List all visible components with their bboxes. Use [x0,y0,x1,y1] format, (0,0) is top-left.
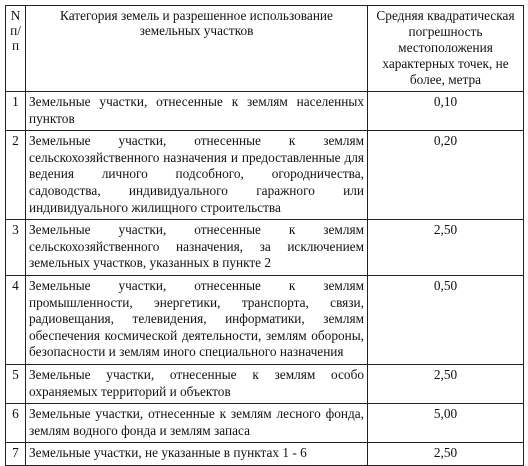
row-category: Земельные участки, отнесенные к землям населенных пунктов [26,92,368,131]
row-category: Земельные участки, отнесенные к землям особо охраняемых территорий и объектов [26,364,368,403]
row-category: Земельные участки, отнесенные к землям сельскохозяйственного назначения, за исключением земельных участков, указанных в пункте 2 [26,220,368,276]
header-number: N п/п [6,6,26,92]
row-category: Земельные участки, отнесенные к землям сельскохозяйственного назначения и предоставленные для ведения личного подсобного, огородничества, садоводства, индивидуального гаражного или индивидуального жилищного строительства [26,131,368,220]
row-number: 5 [6,364,26,403]
row-number: 2 [6,131,26,220]
row-accuracy-value: 2,50 [368,220,524,276]
header-accuracy: Средняя квадратическая погрешность местоположения характерных точек, не более, метра [368,6,524,92]
row-accuracy-value: 5,00 [368,404,524,443]
row-category: Земельные участки, отнесенные к землям лесного фонда, землям водного фонда и землям запаса [26,404,368,443]
row-category: Земельные участки, не указанные в пунктах 1 - 6 [26,443,368,466]
land-accuracy-table [5,5,524,466]
table-row [6,92,524,131]
header-category: Категория земель и разрешенное использование земельных участков [26,6,368,92]
table-header-row [6,6,524,92]
table-row [6,404,524,443]
row-accuracy-value: 2,50 [368,443,524,466]
row-category: Земельные участки, отнесенные к землям промышленности, энергетики, транспорта, связи, радиовещания, телевидения, информатики, землям обеспечения космической деятельности, землям обороны, безопасности и землям иного специального назначения [26,275,368,364]
table-row [6,220,524,276]
row-number: 1 [6,92,26,131]
row-number: 7 [6,443,26,466]
row-number: 4 [6,275,26,364]
row-number: 3 [6,220,26,276]
table-row [6,131,524,220]
table-row [6,443,524,466]
row-accuracy-value: 2,50 [368,364,524,403]
row-number: 6 [6,404,26,443]
table-row [6,364,524,403]
table-row [6,275,524,364]
row-accuracy-value: 0,50 [368,275,524,364]
row-accuracy-value: 0,10 [368,92,524,131]
row-accuracy-value: 0,20 [368,131,524,220]
